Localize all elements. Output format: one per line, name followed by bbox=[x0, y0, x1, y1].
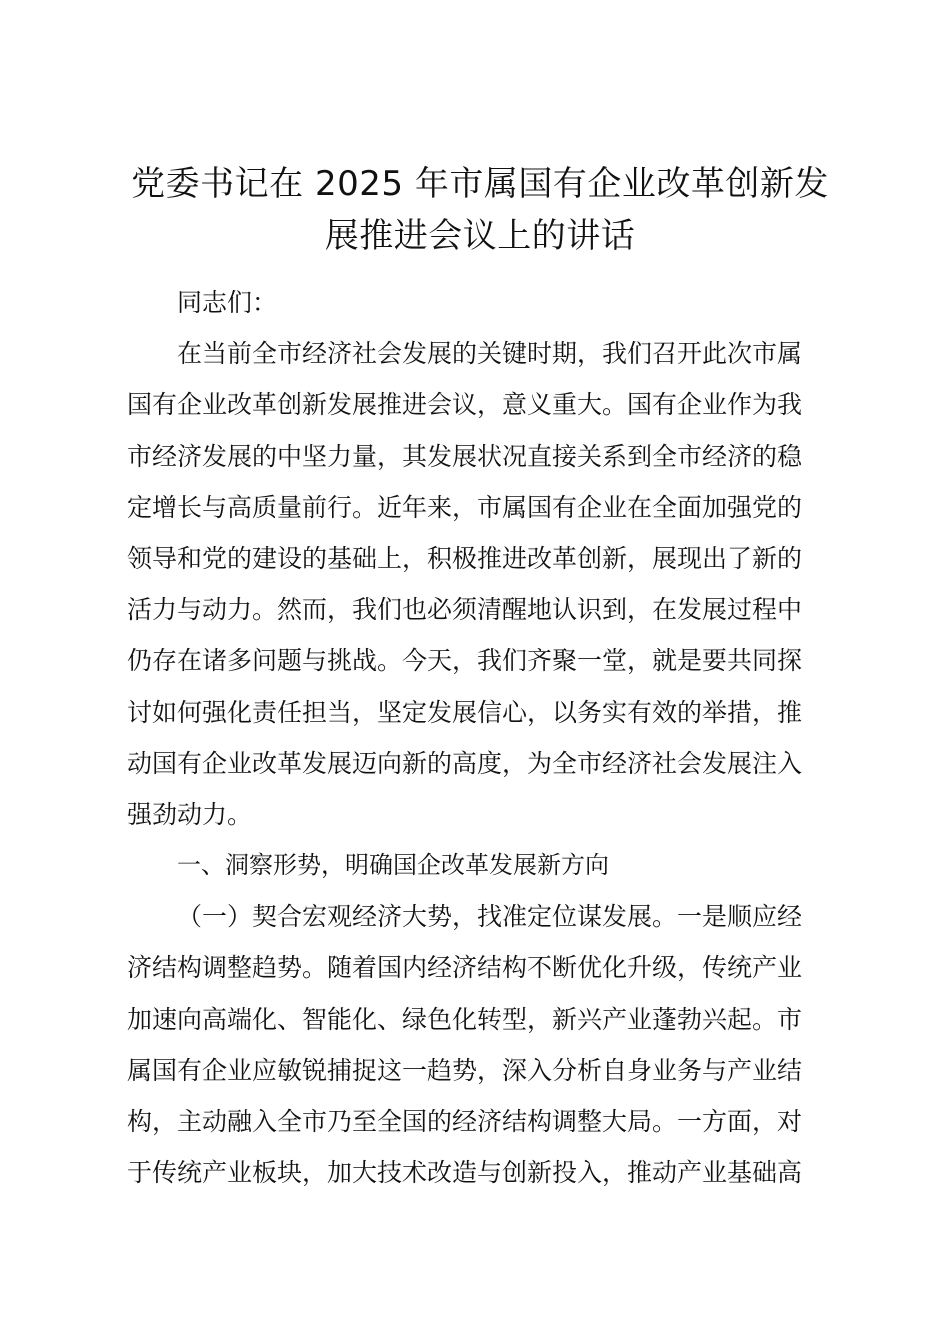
paragraph-line: 于传统产业板块，加大技术改造与创新投入，推动产业基础高 bbox=[127, 1158, 803, 1188]
salutation: 同志们： bbox=[177, 288, 278, 317]
title-line-1: 党委书记在 2025 年市属国有企业改革创新发 bbox=[131, 164, 829, 204]
paragraph-line: 济结构调整趋势。随着国内经济结构不断优化升级，传统产业 bbox=[127, 953, 803, 983]
paragraph-line: 强劲动力。 bbox=[127, 799, 253, 829]
paragraph-line: 加速向高端化、智能化、绿色化转型，新兴产业蓬勃兴起。市 bbox=[127, 1004, 803, 1034]
paragraph-line: 在当前全市经济社会发展的关键时期，我们召开此次市属 bbox=[177, 339, 803, 369]
section-heading: 一、洞察形势，明确国企改革发展新方向 bbox=[177, 851, 609, 880]
paragraph-line: 属国有企业应敏锐捕捉这一趋势，深入分析自身业务与产业结 bbox=[127, 1055, 803, 1085]
paragraph-line: 讨如何强化责任担当，坚定发展信心，以务实有效的举措，推 bbox=[127, 697, 803, 727]
paragraph-line: 动国有企业改革发展迈向新的高度，为全市经济社会发展注入 bbox=[127, 748, 803, 778]
document-title bbox=[120, 158, 840, 262]
paragraph-line: 构，主动融入全市乃至全国的经济结构调整大局。一方面，对 bbox=[127, 1107, 803, 1136]
paragraph-line: 活力与动力。然而，我们也必须清醒地认识到，在发展过程中 bbox=[127, 595, 803, 625]
document-body bbox=[127, 277, 832, 1198]
paragraph-line: 市经济发展的中坚力量，其发展状况直接关系到全市经济的稳 bbox=[127, 441, 803, 471]
title-line-2: 展推进会议上的讲话 bbox=[324, 216, 636, 256]
paragraph-line: 领导和党的建设的基础上，积极推进改革创新，展现出了新的 bbox=[127, 543, 803, 573]
paragraph-line: 定增长与高质量前行。近年来，市属国有企业在全面加强党的 bbox=[127, 492, 803, 522]
paragraph-line: 国有企业改革创新发展推进会议，意义重大。国有企业作为我 bbox=[127, 390, 803, 420]
subsection-line: （一）契合宏观经济大势，找准定位谋发展。一是顺应经 bbox=[177, 902, 803, 932]
paragraph-line: 仍存在诸多问题与挑战。今天，我们齐聚一堂，就是要共同探 bbox=[127, 646, 803, 676]
